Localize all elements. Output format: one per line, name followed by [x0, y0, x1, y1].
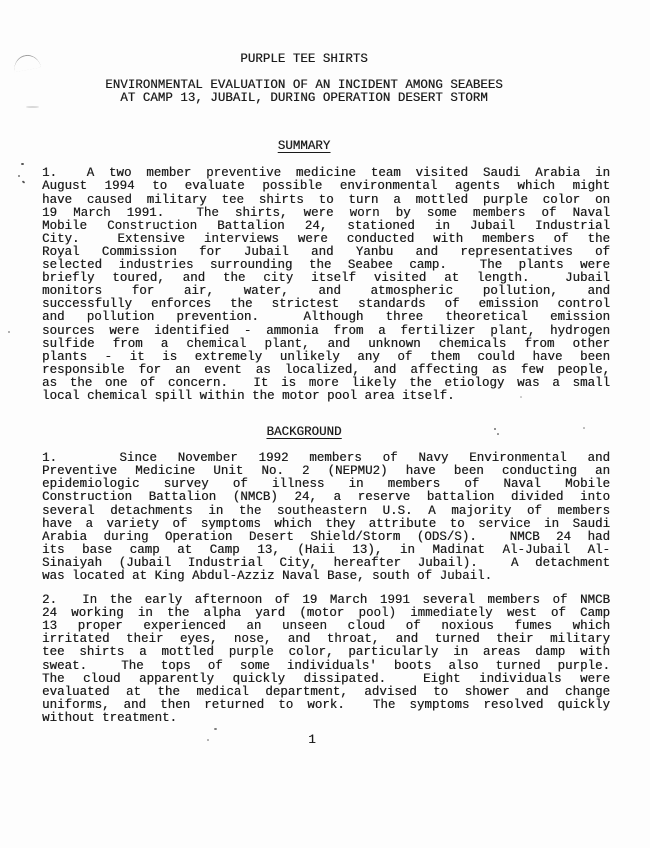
- background-paragraph-1: [42, 452, 610, 583]
- text-line: 1. Since November 1992 members of Navy Environmental and: [42, 451, 610, 466]
- text-line: irritated their eyes, nose, and throat, and turned their military: [42, 632, 610, 647]
- document-subtitle: [42, 79, 610, 105]
- background-paragraph-2: [42, 594, 610, 725]
- background-heading-text: BACKGROUND: [266, 425, 342, 440]
- text-line: The cloud apparently quickly dissipated. Eight individuals were: [42, 671, 610, 686]
- subtitle-line-1: ENVIRONMENTAL EVALUATION OF AN INCIDENT AMONG SEABEES: [105, 78, 503, 93]
- text-line: uniforms, and then returned to work. The symptoms resolved quickly: [42, 697, 610, 712]
- text-line: August 1994 to evaluate possible environmental agents which might: [42, 179, 610, 194]
- text-column: [42, 53, 610, 747]
- section-heading-background: [20, 426, 588, 439]
- scan-artifact-dot: [8, 331, 10, 333]
- text-line: 19 March 1991. The shirts, were worn by some members of Naval: [42, 205, 610, 220]
- text-line: successfully enforces the strictest standards of emission control: [42, 297, 610, 312]
- text-line: several detachments in the southeastern U.S. A majority of members: [42, 503, 610, 518]
- text-line: City. Extensive interviews were conducted with members of the: [42, 231, 610, 246]
- summary-paragraph-1: [42, 167, 610, 403]
- text-line: sweat. The tops of some individuals' boots also turned purple.: [42, 658, 610, 673]
- text-line: Arabia during Operation Desert Shield/Storm (ODS/S). NMCB 24 had: [42, 529, 610, 544]
- text-line: Preventive Medicine Unit No. 2 (NEPMU2) have been conducting an: [42, 464, 610, 479]
- text-line: without treatment.: [42, 710, 178, 725]
- text-line: and pollution prevention. Although three theoretical emission: [42, 310, 610, 325]
- text-line: Construction Battalion (NMCB) 24, a reserve battalion divided into: [42, 490, 610, 505]
- text-line: monitors for air, water, and atmospheric pollution, and: [42, 284, 610, 299]
- text-line: Royal Commission for Jubail and Yanbu and representatives of: [42, 244, 610, 259]
- text-line: 13 proper experienced an unseen cloud of noxious fumes which: [42, 619, 610, 634]
- summary-heading-text: SUMMARY: [277, 139, 331, 154]
- text-line: as the one of concern. It is more likely the etiology was a small: [42, 375, 610, 390]
- text-line: sulfide from a chemical plant, and unknown chemicals from other: [42, 336, 610, 351]
- scan-artifact-dot: [21, 163, 24, 165]
- text-line: Mobile Construction Battalion 24, stationed in Jubail Industrial: [42, 218, 610, 233]
- scan-artifact-dot: [18, 175, 20, 177]
- page-number: 1: [308, 733, 316, 748]
- scan-artifact-smudge: [26, 106, 39, 108]
- text-line: local chemical spill within the motor pool area itself.: [42, 388, 455, 403]
- text-line: Sinaiyah (Jubail Industrial City, hereafter Jubail). A detachment: [42, 555, 610, 570]
- text-line: its base camp at Camp 13, (Haii 13), in Madinat Al-Jubail Al-: [42, 542, 610, 557]
- document-title: PURPLE TEE SHIRTS: [240, 52, 368, 66]
- text-line: plants - it is extremely unlikely any of them could have been: [42, 349, 610, 364]
- text-line: tee shirts a mottled purple color, particularly in areas damp with: [42, 645, 610, 660]
- text-line: selected industries surrounding the Seabee camp. The plants were: [42, 258, 610, 273]
- text-line: 1. A two member preventive medicine team visited Saudi Arabia in: [42, 166, 610, 181]
- scan-artifact-dot: [22, 180, 26, 183]
- text-line: 2. In the early afternoon of 19 March 1991 several members of NMCB: [42, 593, 610, 608]
- text-line: briefly toured, and the city itself visited at length. Jubail: [42, 271, 610, 286]
- text-line: was located at King Abdul-Azziz Naval Base, south of Jubail.: [42, 569, 493, 583]
- text-line: evaluated at the medical department, advised to shower and change: [42, 684, 610, 699]
- section-heading-summary: [20, 140, 588, 153]
- text-line: have a variety of symptoms which they attribute to service in Saudi: [42, 516, 610, 531]
- text-line: epidemiologic survey of illness in members of Naval Mobile: [42, 477, 610, 492]
- text-line: 24 working in the alpha yard (motor pool) immediately west of Camp: [42, 606, 610, 621]
- subtitle-line-2: AT CAMP 13, JUBAIL, DURING OPERATION DESERT STORM: [120, 91, 488, 106]
- text-line: have caused military tee shirts to turn a mottled purple color on: [42, 192, 610, 207]
- text-line: sources were identified - ammonia from a fertilizer plant, hydrogen: [42, 323, 610, 338]
- text-line: responsible for an event as localized, and affecting as few people,: [42, 362, 610, 377]
